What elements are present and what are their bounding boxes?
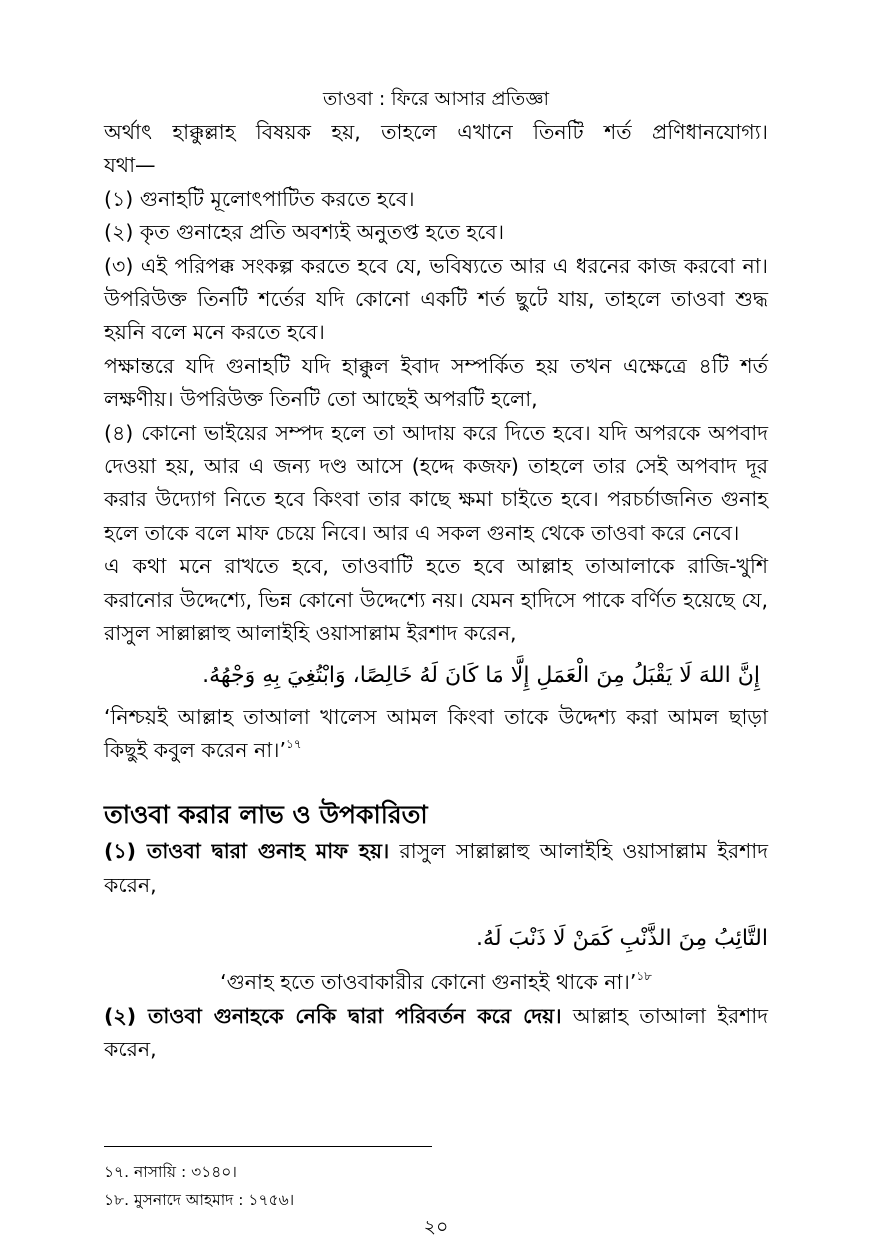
- footnote-ref-17: ১৭: [286, 736, 302, 751]
- benefit-1-text: রাসুল সাল্লাল্লাহু আলাইহি ওয়াসাল্লাম ইরশাদ করেন,: [104, 839, 768, 897]
- condition-3: (৩) এই পরিপক্ক সংকল্প করতে হবে যে, ভবিষ্যতে আর এ ধরনের কাজ করবো না। উপরিউক্ত তিনটি শর্তের যদি কোনো একটি শর্ত ছুটে যায়, তাহলে তাওবা শুদ্ধ হয়নি বলে মনে করতে হবে।: [104, 253, 768, 345]
- paragraph-sincere-intention: এ কথা মনে রাখতে হবে, তাওবাটি হতে হবে আল্লাহ তাআলাকে রাজি-খুশি করানোর উদ্দেশ্যে, ভিন্ন কোনো উদ্দেশ্যে নয়। যেমন হাদিসে পাকে বর্ণিত হয়েছে যে, রাসুল সাল্লাল্লাহু আলাইহি ওয়াসাল্লাম ইরশাদ করেন,: [104, 554, 768, 646]
- hadith-1-translation: [104, 701, 768, 768]
- footnotes: [104, 1158, 768, 1214]
- condition-1: (১) গুনাহটি মূলোৎপাটিত করতে হবে।: [104, 186, 415, 211]
- section-heading: তাওবা করার লাভ ও উপকারিতা: [104, 800, 428, 830]
- body-text: [104, 116, 768, 1066]
- hadith-2-translation: [104, 966, 768, 999]
- running-head: তাওবা : ফিরে আসার প্রতিজ্ঞা: [322, 88, 550, 110]
- arabic-hadith-1: إِنَّ اللهَ لَا يَقْبَلُ مِنَ الْعَمَلِ إِلَّا مَا كَانَ لَهُ خَالِصًا، وَابْتُغِيَ بِهِ وَجْهُهُ.: [202, 662, 760, 688]
- condition-2: (২) কৃত গুনাহের প্রতি অবশ্যই অনুতপ্ত হতে হবে।: [104, 220, 505, 245]
- hadith-2-text: ‘গুনাহ হতে তাওবাকারীর কোনো গুনাহই থাকে না।’: [220, 970, 637, 995]
- book-page: [104, 0, 768, 1260]
- paragraph-namely: যথা—: [104, 153, 156, 178]
- benefit-2-text: আল্লাহ তাআলা ইরশাদ করেন,: [104, 1003, 768, 1061]
- paragraph-haqqullah-intro: অর্থাৎ হাক্কুল্লাহ বিষয়ক হয়, তাহলে এখানে তিনটি শর্ত প্রণিধানযোগ্য।: [104, 120, 768, 144]
- benefit-2: [104, 1000, 768, 1067]
- benefit-1: [104, 835, 768, 902]
- page-number: ২০: [423, 1216, 449, 1238]
- hadith-1-text: ‘নিশ্চয়ই আল্লাহ তাআলা খালেস আমল কিংবা তাকে উদ্দেশ্য করা আমল ছাড়া কিছুই কবুল করেন না।’: [104, 704, 768, 762]
- arabic-hadith-2: التَّائِبُ مِنَ الذَّنْبِ كَمَنْ لَا ذَنْبَ لَهُ.: [476, 926, 768, 952]
- footnote-ref-18: ১৮: [636, 969, 652, 984]
- benefit-2-title: (২) তাওবা গুনাহকে নেকি দ্বারা পরিবর্তন করে দেয়।: [104, 1003, 562, 1028]
- benefit-1-title: (১) তাওবা দ্বারা গুনাহ মাফ হয়।: [104, 839, 390, 864]
- condition-4: (৪) কোনো ভাইয়ের সম্পদ হলে তা আদায় করে দিতে হবে। যদি অপরকে অপবাদ দেওয়া হয়, আর এ জন্য দণ্ড আসে (হদ্দে কজফ) তাহলে তার সেই অপবাদ দূর করার উদ্যোগ নিতে হবে কিংবা তার কাছে ক্ষমা চাইতে হবে। পরচর্চাজনিত গুনাহ হলে তাকে বলে মাফ চেয়ে নিবে। আর এ সকল গুনাহ থেকে তাওবা করে নেবে।: [104, 420, 768, 545]
- footnote-18: ১৮. মুসনাদে আহমাদ : ১৭৫৬।: [104, 1191, 295, 1209]
- paragraph-huququl-ibad: পক্ষান্তরে যদি গুনাহটি যদি হাক্কুল ইবাদ সম্পর্কিত হয় তখন এক্ষেত্রে ৪টি শর্ত লক্ষণীয়। উপরিউক্ত তিনটি তো আছেই অপরটি হলো,: [104, 353, 768, 412]
- footnote-divider: [104, 1146, 432, 1147]
- footnote-17: ১৭. নাসায়ি : ৩১৪০।: [104, 1163, 237, 1181]
